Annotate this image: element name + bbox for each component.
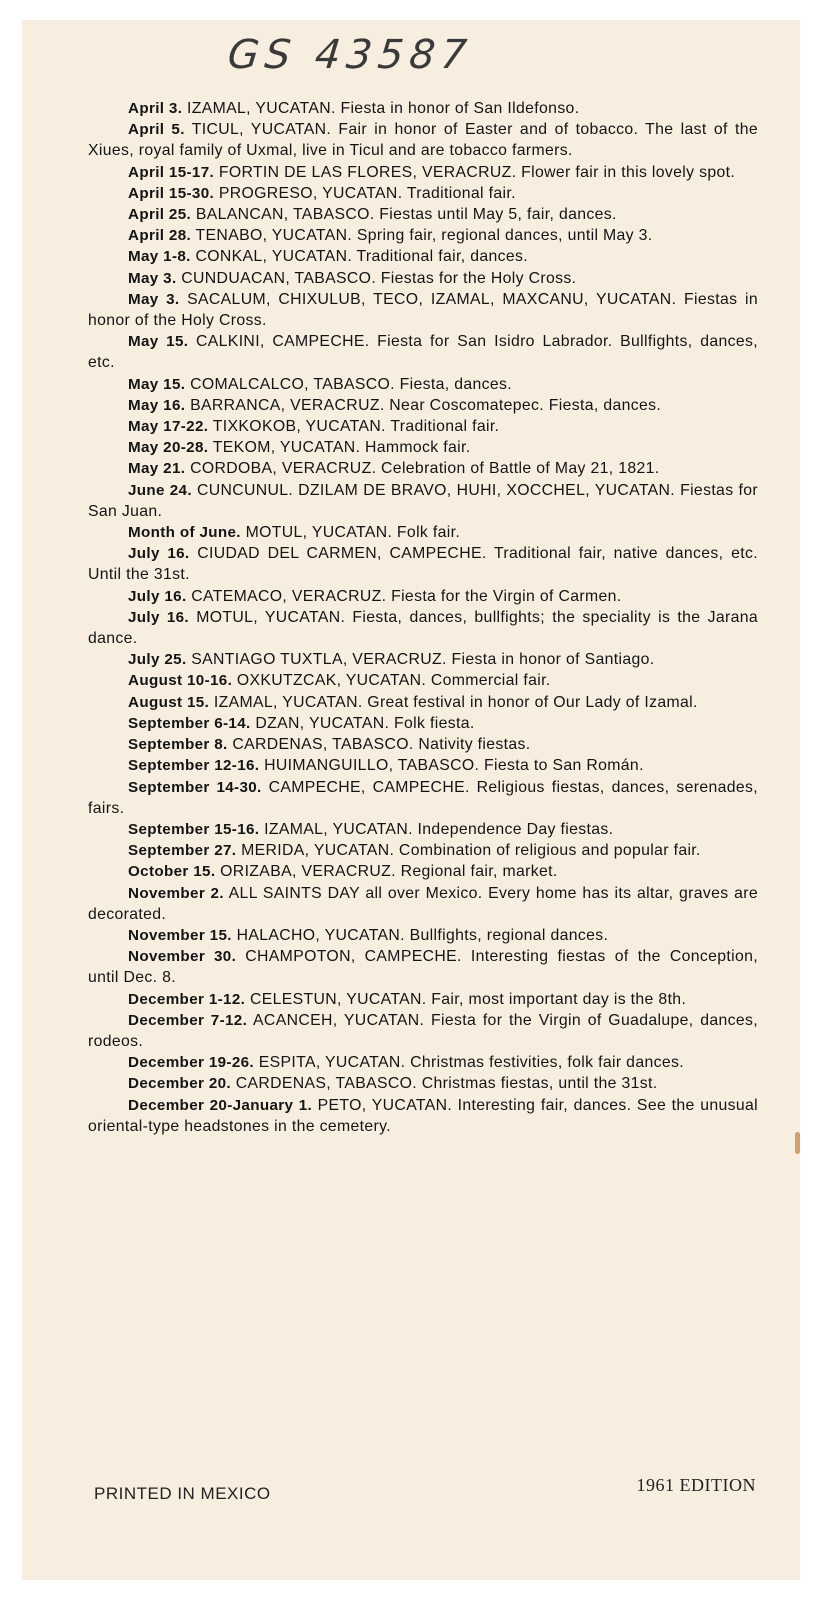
entry-date: August 10-16. [128,672,233,690]
festival-entry [88,1095,758,1137]
festival-entry [88,416,758,437]
entry-description: ORIZABA, VERACRUZ. Regional fair, market. [220,863,558,881]
entry-date: July 16. [128,545,190,563]
festival-entry [88,374,758,395]
festival-entry [88,670,758,691]
entry-description: MERIDA, YUCATAN. Combination of religious and popular fair. [241,842,701,860]
entry-date: August 15. [128,693,210,711]
entry-date: April 28. [128,227,192,245]
entry-description: CARDENAS, TABASCO. Christmas fiestas, until the 31st. [235,1075,658,1093]
entry-description: TICUL, YUCATAN. Fair in honor of Easter and of tobacco. The last of the Xiues, royal family of Uxmal, live in Ticul and are tobacco farmers. [88,121,758,160]
entry-date: December 19-26. [128,1054,254,1072]
entry-description: PETO, YUCATAN. Interesting fair, dances. See the unusual oriental-type headstones in the cemetery. [88,1096,758,1135]
entry-date: November 30. [128,948,237,966]
entry-description: CELESTUN, YUCATAN. Fair, most important day is the 8th. [249,990,687,1008]
printed-page [22,20,800,1580]
festival-entry [88,543,758,585]
entry-description: CHAMPOTON, CAMPECHE. Interesting fiestas of the Conception, until Dec. 8. [88,948,758,987]
entry-date: December 7-12. [128,1011,248,1029]
entry-description: CORDOBA, VERACRUZ. Celebration of Battle of May 21, 1821. [190,460,660,478]
festival-entry [88,883,758,925]
entry-date: November 15. [128,926,232,944]
entry-date: April 5. [128,121,185,139]
entry-date: September 12-16. [128,757,260,775]
festival-entry [88,755,758,776]
festival-entry [88,777,758,819]
entry-description: TENABO, YUCATAN. Spring fair, regional dances, until May 3. [195,227,653,245]
entry-date: May 15. [128,333,189,351]
entry-description: TIXKOKOB, YUCATAN. Traditional fair. [212,418,500,436]
festival-entry [88,1073,758,1094]
entry-date: July 16. [128,608,189,626]
festival-entry [88,649,758,670]
festival-entry [88,246,758,267]
entry-date: April 3. [128,100,183,117]
entry-description: CALKINI, CAMPECHE. Fiesta for San Isidro Labrador. Bullfights, dances, etc. [88,333,758,372]
festival-entry [88,268,758,289]
festival-entry [88,713,758,734]
festival-entry [88,331,758,373]
entry-description: HALACHO, YUCATAN. Bullfights, regional dances. [236,926,609,944]
entry-date: April 15-17. [128,163,215,181]
entry-date: September 14-30. [128,778,262,796]
entry-description: IZAMAL, YUCATAN. Great festival in honor of Our Lady of Izamal. [213,693,698,711]
entry-date: July 25. [128,651,187,669]
festival-entry [88,395,758,416]
entry-date: September 27. [128,842,237,860]
festival-entry [88,225,758,246]
entry-date: April 15-30. [128,184,215,202]
entry-description: CATEMACO, VERACRUZ. Fiesta for the Virgin of Carmen. [191,587,622,605]
entry-date: May 20-28. [128,439,209,457]
entry-date: April 25. [128,206,192,224]
festival-entry [88,925,758,946]
entry-description: IZAMAL, YUCATAN. Independence Day fiestas. [264,820,614,838]
entry-description: HUIMANGUILLO, TABASCO. Fiesta to San Román. [264,757,644,775]
entry-description: DZAN, YUCATAN. Folk fiesta. [255,714,475,732]
entry-date: December 1-12. [128,990,246,1008]
entry-description: IZAMAL, YUCATAN. Fiesta in honor of San Ildefonso. [187,100,580,117]
entry-date: October 15. [128,863,216,881]
entry-description: CUNCUNUL. DZILAM DE BRAVO, HUHI, XOCCHEL, YUCATAN. Fiestas for San Juan. [88,481,758,520]
entry-description: FORTIN DE LAS FLORES, VERACRUZ. Flower fair in this lovely spot. [218,163,736,181]
entry-date: June 24. [128,481,192,499]
festival-entry [88,861,758,882]
entry-description: CAMPECHE, CAMPECHE. Religious fiestas, dances, serenades, fairs. [88,778,758,817]
entry-date: May 3. [128,269,177,287]
festival-entry [88,734,758,755]
festival-entry [88,522,758,543]
festival-entry [88,840,758,861]
festival-entry [88,692,758,713]
entry-description: COMALCALCO, TABASCO. Fiesta, dances. [190,375,512,393]
entry-date: September 6-14. [128,714,251,732]
festival-entry [88,119,758,161]
festival-entry [88,946,758,988]
festival-entry [88,204,758,225]
entry-description: BARRANCA, VERACRUZ. Near Coscomatepec. Fiesta, dances. [190,396,662,414]
entry-description: CONKAL, YUCATAN. Traditional fair, dances. [195,248,529,266]
entry-date: November 2. [128,884,224,902]
entry-date: September 15-16. [128,820,260,838]
edition-label: 1961 EDITION [636,1475,756,1495]
entry-description: CARDENAS, TABASCO. Nativity fiestas. [232,736,531,754]
entry-date: July 16. [128,587,187,605]
entry-date: May 16. [128,396,186,414]
festival-entry [88,1010,758,1052]
entry-description: CUNDUACAN, TABASCO. Fiestas for the Holy Cross. [181,269,577,287]
festival-entry [88,607,758,649]
festival-entry [88,289,758,331]
entry-date: May 15. [128,375,186,393]
entry-description: SANTIAGO TUXTLA, VERACRUZ. Fiesta in honor of Santiago. [191,651,655,669]
printed-in-label: PRINTED IN MEXICO [94,1484,271,1503]
entry-description: MOTUL, YUCATAN. Fiesta, dances, bullfights; the speciality is the Jarana dance. [88,608,758,648]
entry-date: May 1-8. [128,248,191,266]
entry-date: September 8. [128,736,228,754]
festival-entry [88,1052,758,1073]
handwritten-catalog-number: GS 43587 [225,32,475,78]
entry-date: May 17-22. [128,418,209,436]
entry-description: ALL SAINTS DAY all over Mexico. Every home has its altar, graves are decorated. [88,884,758,923]
entry-description: SACALUM, CHIXULUB, TECO, IZAMAL, MAXCANU, YUCATAN. Fiestas in honor of the Holy Cross. [88,290,759,330]
entry-description: ESPITA, YUCATAN. Christmas festivities, folk fair dances. [258,1054,684,1072]
entry-description: MOTUL, YUCATAN. Folk fair. [245,524,461,542]
entry-description: ACANCEH, YUCATAN. Fiesta for the Virgin of Guadalupe, dances, rodeos. [88,1011,759,1050]
paper-stain [795,1132,800,1154]
festival-entry [88,989,758,1010]
entry-description: TEKOM, YUCATAN. Hammock fair. [212,439,471,457]
festival-entry [88,480,758,522]
entry-description: OXKUTZCAK, YUCATAN. Commercial fair. [236,672,551,690]
festival-entry [88,162,758,183]
festival-entry [88,437,758,458]
festival-entry [88,183,758,204]
festival-entry [88,819,758,840]
entry-description: CIUDAD DEL CARMEN, CAMPECHE. Traditional fair, native dances, etc. Until the 31st. [88,545,758,584]
festival-list [88,98,758,1137]
entry-description: PROGRESO, YUCATAN. Traditional fair. [218,184,516,202]
entry-date: December 20. [128,1075,231,1093]
entry-date: May 21. [128,460,186,478]
festival-entry [88,458,758,479]
entry-date: May 3. [128,290,180,308]
festival-entry [88,98,758,119]
festival-entry [88,586,758,607]
entry-description: BALANCAN, TABASCO. Fiestas until May 5, fair, dances. [195,206,617,224]
entry-date: December 20-January 1. [128,1096,313,1114]
entry-date: Month of June. [128,524,241,542]
